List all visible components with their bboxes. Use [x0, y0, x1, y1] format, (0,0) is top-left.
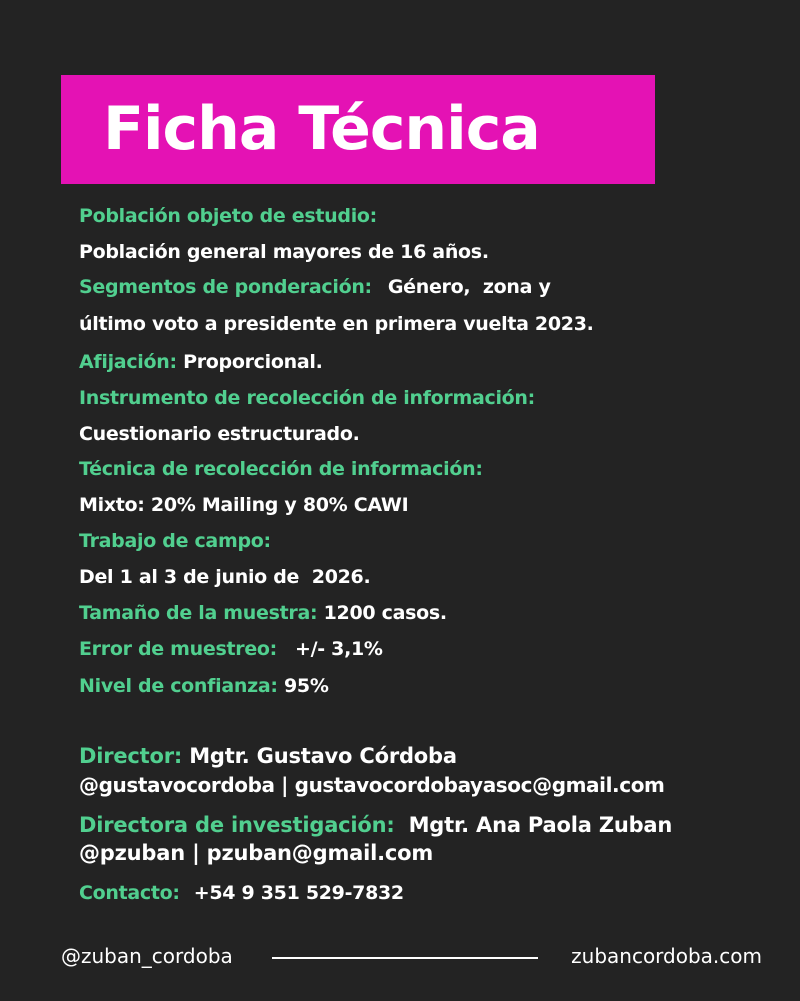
segmentos-value-row — [79, 311, 594, 337]
footer-divider — [272, 957, 538, 959]
instrumento-row — [79, 385, 535, 411]
directora-label: Directora de investigación: — [79, 813, 395, 837]
tecnica-row — [79, 456, 483, 482]
directora-contact: @pzuban | pzuban@gmail.com — [79, 841, 434, 865]
afijacion-row — [79, 349, 323, 375]
segmentos-row — [79, 274, 551, 300]
tamano-label: Tamaño de la muestra: — [79, 602, 318, 624]
title-banner — [61, 75, 655, 184]
director-row — [79, 742, 457, 770]
instrumento-value: Cuestionario estructurado. — [79, 423, 360, 445]
directora-name: Mgtr. Ana Paola Zuban — [408, 813, 673, 837]
tecnica-label: Técnica de recolección de información: — [79, 458, 483, 480]
contacto-row — [79, 880, 404, 906]
trabajo-value-row — [79, 564, 370, 590]
error-label: Error de muestreo: — [79, 638, 277, 660]
error-value: +/- 3,1% — [294, 638, 383, 660]
trabajo-label: Trabajo de campo: — [79, 530, 271, 552]
tamano-row — [79, 600, 447, 626]
afijacion-label: Afijación: — [79, 351, 177, 373]
page-title: Ficha Técnica — [103, 94, 540, 164]
nivel-value: 95% — [284, 675, 329, 697]
tecnica-value: Mixto: 20% Mailing y 80% CAWI — [79, 494, 409, 516]
poblacion-row — [79, 203, 377, 229]
instrumento-value-row — [79, 421, 360, 447]
trabajo-value: Del 1 al 3 de junio de 2026. — [79, 566, 371, 588]
directora-row — [79, 811, 672, 839]
tecnica-value-row — [79, 492, 408, 518]
director-contact: @gustavocordoba | gustavocordobayasoc@gmail.com — [79, 773, 665, 797]
footer-handle: @zuban_cordoba — [61, 944, 233, 968]
trabajo-row — [79, 528, 271, 554]
nivel-row — [79, 673, 329, 699]
error-row — [79, 636, 383, 662]
tamano-value: 1200 casos. — [323, 602, 447, 624]
poblacion-label: Población objeto de estudio: — [79, 205, 377, 227]
contacto-value: +54 9 351 529-7832 — [193, 882, 404, 904]
footer-website: zubancordoba.com — [571, 944, 762, 968]
director-label: Director: — [79, 744, 183, 768]
director-name: Mgtr. Gustavo Córdoba — [189, 744, 457, 768]
nivel-label: Nivel de confianza: — [79, 675, 278, 697]
director-contact-row — [79, 771, 665, 799]
directora-contact-row — [79, 839, 433, 867]
instrumento-label: Instrumento de recolección de información: — [79, 387, 535, 409]
contacto-label: Contacto: — [79, 882, 180, 904]
segmentos-value-2: último voto a presidente en primera vuelta 2023. — [79, 313, 594, 335]
afijacion-value: Proporcional. — [183, 351, 323, 373]
segmentos-label: Segmentos de ponderación: — [79, 276, 372, 298]
segmentos-value-1: Género, zona y — [387, 276, 551, 298]
poblacion-value-row — [79, 239, 489, 265]
poblacion-value: Población general mayores de 16 años. — [79, 241, 489, 263]
